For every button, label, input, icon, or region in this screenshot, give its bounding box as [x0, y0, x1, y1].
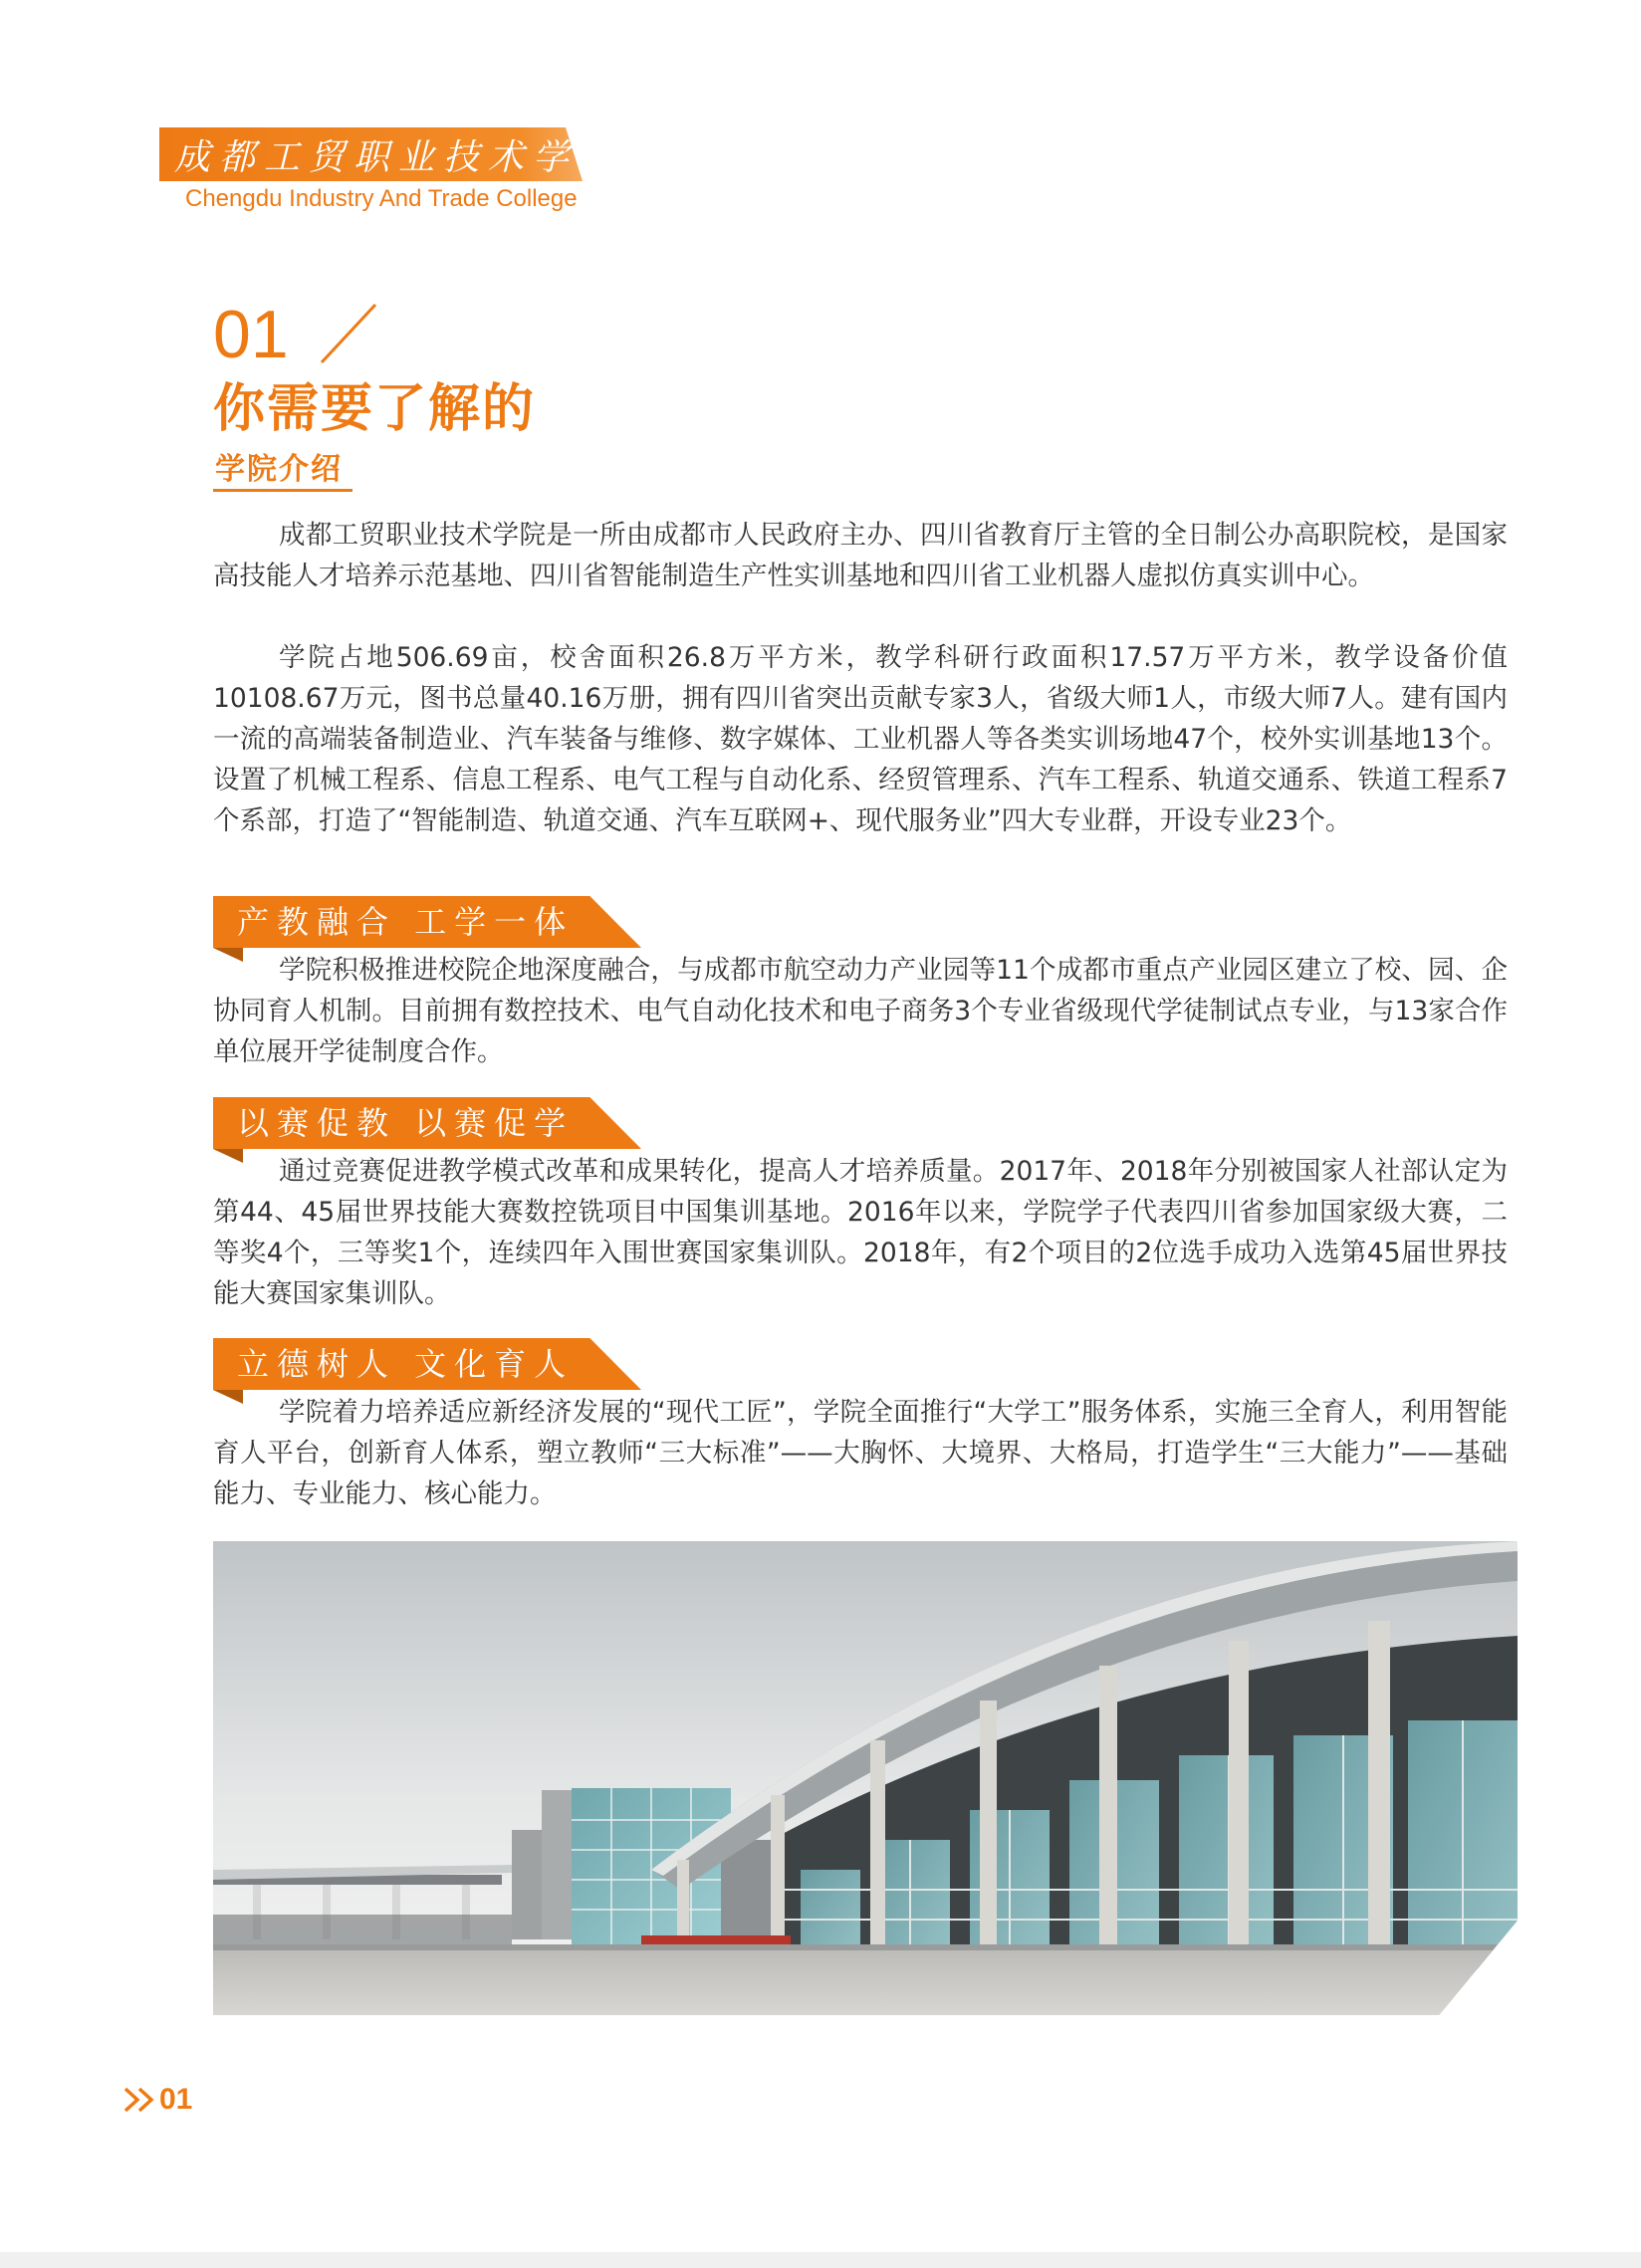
banner-1-title: 产教融合 工学一体 — [237, 903, 575, 941]
intro-paragraph-1: 成都工贸职业技术学院是一所由成都市人民政府主办、四川省教育厅主管的全日制公办高职院校，是国家高技能人才培养示范基地、四川省智能制造生产性实训基地和四川省工业机器人虚拟仿真实训中心。 — [213, 520, 1508, 591]
banner-3-title: 立德树人 文化育人 — [237, 1345, 575, 1383]
college-name-cn: 成都工贸职业技术学院 — [174, 137, 623, 178]
banner-2-title: 以赛促教 以赛促学 — [237, 1104, 575, 1142]
page-bottom-edge — [0, 2252, 1641, 2268]
intro-paragraph-2: 学院占地506.69亩，校舍面积26.8万平方米，教学科研行政面积17.57万平方米，教学设备价值10108.67万元，图书总量40.16万册，拥有四川省突出贡献专家3人，省级大师1人，市级大师7人。建有国内一流的高端装备制造业、汽车装备与维修、数字媒体、工业机器人等各类实训场地47个，校外实训基地13个。设置了机械工程系、信息工程系、电气工程与自动化系、经贸管理系、汽车工程系、轨道交通系、铁道工程系7个系部，打造了“智能制造、轨道交通、汽车互联网+、现代服务业”四大专业群，开设专业23个。 — [213, 642, 1508, 836]
section-1-paragraph: 学院积极推进校院企地深度融合，与成都市航空动力产业园等11个成都市重点产业园区建立了校、园、企协同育人机制。目前拥有数控技术、电气自动化技术和电子商务3个专业省级现代学徒制试点专业，与13家合作单位展开学徒制度合作。 — [213, 955, 1508, 1067]
section-3-paragraph: 学院着力培养适应新经济发展的“现代工匠”，学院全面推行“大学工”服务体系，实施三全育人，利用智能育人平台，创新育人体系，塑立教师“三大标准”——大胸怀、大境界、大格局，打造学生“三大能力”——基础能力、专业能力、核心能力。 — [213, 1397, 1508, 1509]
section-subtitle: 学院介绍 — [215, 452, 343, 487]
page-number: 01 — [159, 2083, 193, 2116]
section-title: 你需要了解的 — [213, 379, 537, 439]
section-2-paragraph: 通过竞赛促进教学模式改革和成果转化，提高人才培养质量。2017年、2018年分别被国家人社部认定为第44、45届世界技能大赛数控铣项目中国集训基地。2016年以来，学院学子代表四川省参加国家级大赛，二等奖4个，三等奖1个，连续四年入围世赛国家集训队。2018年，有2个项目的2位选手成功入选第45届世界技能大赛国家集训队。 — [213, 1156, 1508, 1309]
campus-photo — [213, 1541, 1518, 2015]
section-number: 01 — [213, 297, 289, 372]
college-name-en: Chengdu Industry And Trade College — [185, 185, 578, 212]
double-chevron-right-icon — [121, 2085, 161, 2115]
slash-divider-icon — [314, 299, 383, 368]
subtitle-underline — [213, 489, 352, 492]
